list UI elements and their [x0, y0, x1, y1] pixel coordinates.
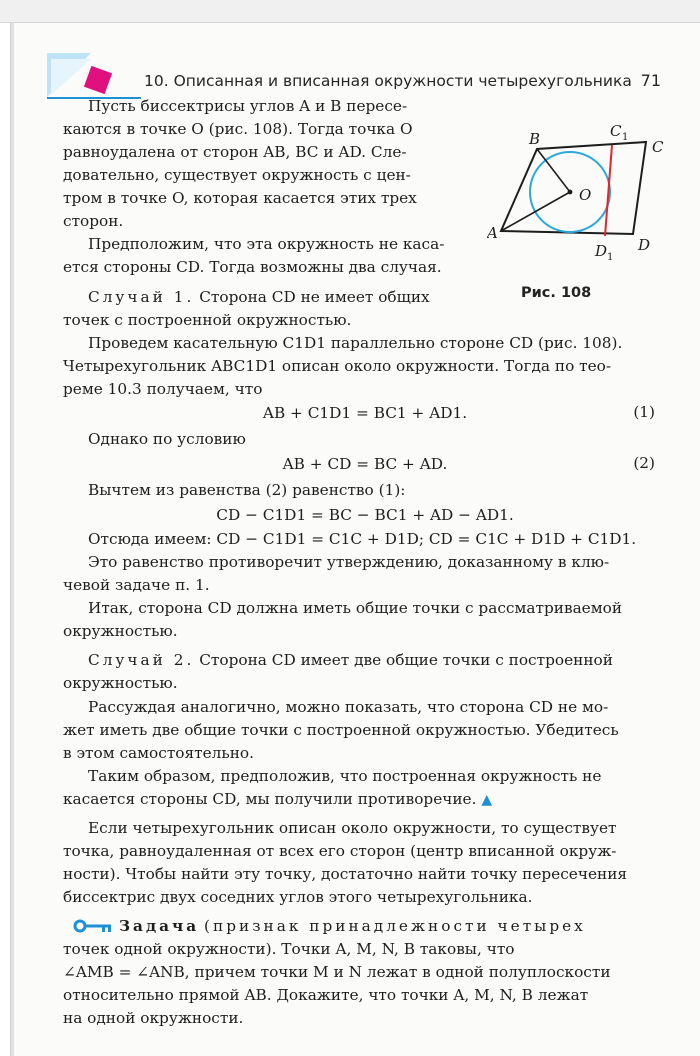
point-o	[568, 190, 573, 195]
figure-caption: Рис. 108	[521, 285, 592, 301]
page-number: 71	[640, 71, 661, 90]
label-a: A	[487, 224, 498, 242]
task-first-line	[73, 916, 586, 936]
figure-108	[487, 110, 677, 280]
text-line: ности). Чтобы найти эту точку, достаточно найти точку пересечения	[63, 865, 628, 883]
text-line: биссектрис двух соседних углов этого четырехугольника.	[63, 888, 533, 906]
equation-1: AB + C1D1 = BC1 + AD1.	[262, 404, 468, 422]
text-line: тром в точке O, которая касается этих трех	[63, 189, 417, 207]
text-line: в этом самостоятельно.	[63, 744, 254, 762]
label-d1: D	[595, 242, 608, 260]
bisector-a	[501, 192, 570, 231]
text-line: Итак, сторона CD должна иметь общие точки с рассматриваемой	[88, 599, 623, 617]
page-header-title: 10. Описанная и вписанная окружности четырехугольника	[144, 72, 632, 90]
equation-2: AB + CD = BC + AD.	[282, 455, 448, 473]
text-line: ется стороны CD. Тогда возможны два случая.	[63, 258, 442, 276]
end-of-proof-icon: ▲	[481, 792, 493, 808]
case2-heading: Случай 2.	[88, 651, 195, 669]
text-line: ∠AMB = ∠ANB, причем точки M и N лежат в одной полуплоскости	[63, 963, 611, 981]
label-c1: C	[610, 122, 622, 140]
label-d1-sub: 1	[607, 252, 614, 263]
text-line: точек с построенной окружностью.	[63, 311, 352, 329]
label-c1-sub: 1	[622, 132, 629, 143]
running-head	[41, 45, 671, 97]
text-line: Рассуждая аналогично, можно показать, что сторона CD не мо-	[88, 698, 609, 716]
text-line: Однако по условию	[88, 430, 246, 448]
text-line: Четырехугольник ABC1D1 описан около окружности. Тогда по тео-	[63, 357, 612, 375]
text-line: равноудалена от сторон AB, BC и AD. Сле-	[63, 143, 407, 161]
text-line: довательно, существует окружность с цен-	[63, 166, 411, 184]
text-line: Предположим, что эта окружность не каса-	[88, 235, 445, 253]
text-line: Проведем касательную C1D1 параллельно стороне CD (рис. 108).	[88, 334, 623, 352]
label-b: B	[529, 130, 541, 148]
text-line: окружностью.	[63, 674, 178, 692]
text-line: Вычтем из равенства (2) равенство (1):	[88, 481, 406, 499]
text-line: точек одной окружности). Точки A, M, N, B таковы, что	[63, 940, 515, 958]
task-heading: Задача	[119, 917, 200, 935]
chapter-logo-icon	[41, 45, 141, 101]
label-c: C	[652, 138, 664, 156]
text-line: реме 10.3 получаем, что	[63, 380, 263, 398]
case2-last-line	[63, 789, 492, 810]
case2-heading-rest: Сторона CD имеет две общие точки с построенной	[199, 651, 613, 669]
equation-2-number: (2)	[633, 454, 655, 472]
case2-last-text: касается стороны CD, мы получили противоречие.	[63, 790, 477, 808]
equation-3: CD − C1D1 = BC − BC1 + AD − AD1.	[216, 506, 514, 524]
text-line: каются в точке O (рис. 108). Тогда точка O	[63, 120, 413, 138]
text-line: точка, равноудаленная от всех его сторон (центр вписанной окруж-	[63, 842, 617, 860]
text-line: Это равенство противоречит утверждению, доказанному в клю-	[88, 553, 610, 571]
case1-first-line	[88, 287, 430, 307]
viewer-toolbar	[0, 0, 700, 23]
text-line: Пусть биссектрисы углов A и B пересе-	[88, 97, 408, 115]
text-line: Отсюда имеем: CD − C1D1 = C1C + D1D; CD = C1C + D1D + C1D1.	[88, 530, 637, 548]
page-edge	[11, 23, 14, 1056]
text-line: относительно прямой AB. Докажите, что точки A, M, N, B лежат	[63, 986, 589, 1004]
quadrilateral-abcd	[501, 142, 646, 234]
text-line: на одной окружности.	[63, 1009, 244, 1027]
text-line: чевой задаче п. 1.	[63, 576, 210, 594]
case2-first-line	[88, 650, 613, 670]
label-o: O	[579, 186, 592, 204]
label-d: D	[638, 236, 651, 254]
case1-heading-rest: Сторона CD не имеет общих	[199, 288, 430, 306]
key-problem-icon	[73, 919, 113, 933]
textbook-page	[10, 23, 700, 1056]
text-line: Таким образом, предположив, что построенная окружность не	[88, 767, 602, 785]
text-line: окружностью.	[63, 622, 178, 640]
text-line: жет иметь две общие точки с построенной окружностью. Убедитесь	[63, 721, 619, 739]
task-heading-rest: (признак принадлежности четырех	[204, 917, 586, 935]
equation-1-number: (1)	[633, 403, 655, 421]
text-line: Если четырехугольник описан около окружности, то существует	[88, 819, 617, 837]
case1-heading: Случай 1.	[88, 288, 195, 306]
text-line: сторон.	[63, 212, 124, 230]
